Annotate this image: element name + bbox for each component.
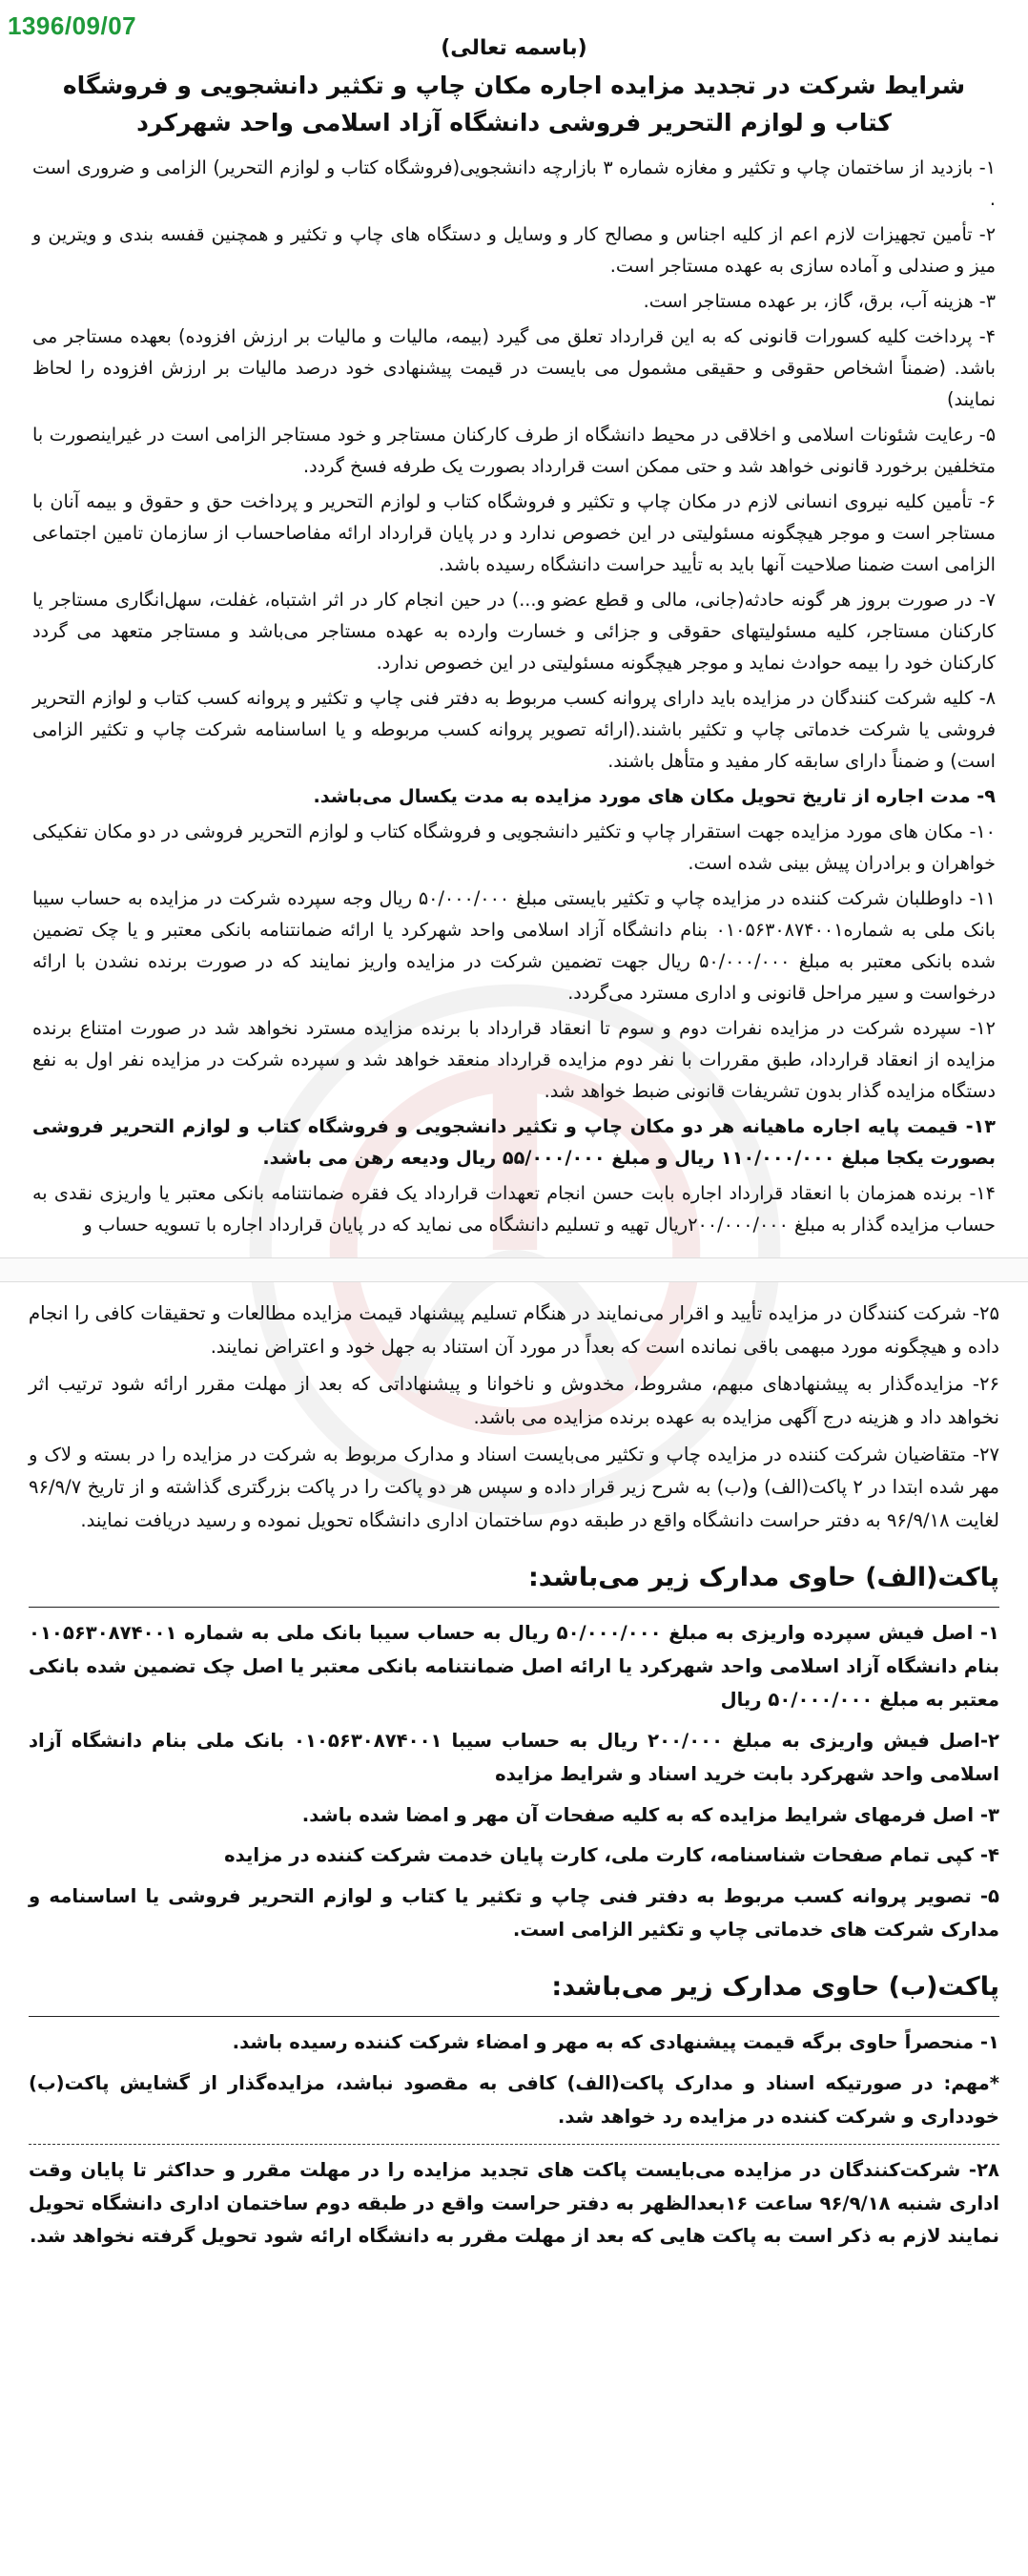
document-header — [0, 0, 1028, 142]
closing-deadline: ۲۸- شرکت‌کنندگان در مزایده می‌بایست پاکت های تجدید مزایده را در مهلت مقرر و حداکثر تا پایان وقت اداری شنبه ۹۶/۹/۱۸ ساعت ۱۶بعدالظهر به دفتر حراست واقع در طبقه دوم ساختمان اداری دانشگاه تحویل نمایند لازم به ذکر است به پاکت هایی که بعد از مهلت مقرر به دانشگاه ارائه شود تحویل گرفته نخواهد شد. — [29, 2158, 1000, 2248]
date-stamp: 1396/09/07 — [8, 11, 137, 40]
condition-item: ۱۱- داوطلبان شرکت کننده در مزایده چاپ و تکثیر بایستی مبلغ ۵۰/۰۰۰/۰۰۰ ریال وجه سپرده شرکت در مزایده به حساب سیبا بانک ملی به شماره۰۱۰۵۶۳۰۸۷۴۰۰۱ بنام دانشگاه آزاد اسلامی واحد شهرکرد یا ارائه ضمانتنامه بانکی معتبر و یا چک تضمین شده بانکی معتبر به مبلغ ۵۰/۰۰۰/۰۰۰ ریال جهت تضمین شرکت در مزایده واریز نمایند که در صورت برنده نشدن با ارائه درخواست و سیر مراحل قانونی و اداری مسترد می‌گردد. — [32, 886, 996, 1004]
conditions-list-continued — [29, 1298, 999, 2254]
condition-item: ۸- کلیه شرکت کنندگان در مزایده باید دارای پروانه کسب مربوط به دفتر فنی چاپ و تکثیر و پروانه کسب کتاب و لوازم التحریر فروشی یا شرکت خدماتی چاپ و تکثیر باشند.(ارائه تصویر پروانه کسب مربوطه و یا اساسنامه شرکت چاپ و تکثیر الزامی است) و ضمناً دارای سابقه کار مفید و متأهل باشند. — [32, 686, 996, 772]
condition-item-submission: ۲۷- متقاضیان شرکت کننده در مزایده چاپ و تکثیر می‌بایست اسناد و مدارک مربوط به شرکت در مزایده را در بسته و لاک و مهر شده ابتدا در ۲ پاکت(الف) و(ب) به شرح زیر قرار داده و سپس هر دو پاکت را در پاکت بزرگتری گذاشته و از تاریخ ۹۶/۹/۷ لغایت ۹۶/۹/۱۸ به دفتر حراست دانشگاه واقع در طبقه دوم ساختمان اداری دانشگاه تحویل نموده و رسید دریافت نمایند. — [29, 1443, 999, 1532]
pack-a-item: ۳- اصل فرمهای شرایط مزایده که به کلیه صفحات آن مهر و امضا شده باشد. — [301, 1803, 999, 1826]
condition-item: ۲۵- شرکت کنندگان در مزایده تأیید و اقرار می‌نمایند در هنگام تسلیم پیشنهاد قیمت مزایده مطالعات و تحقیقات کافی را انجام داده و هیچگونه مورد مبهمی باقی نمانده است که بعداً در مورد آن استناد به جهل خود و اعتراض نمایند. — [29, 1302, 999, 1358]
bismillah-heading: (باسمه تعالی) — [441, 36, 587, 60]
condition-item: ۷- در صورت بروز هر گونه حادثه(جانی، مالی و قطع عضو و...) در حین انجام کار در اثر اشتباه، غفلت، سهل‌انگاری مستاجر یا کارکنان مستاجر، کلیه مسئولیتهای حقوقی و جزائی و خسارت وارده به عهده مستاجر می‌باشد و مستاجر متعهد می گردد کارکنان خود را بیمه حوادث نماید و موجر هیچگونه مسئولیتی در این خصوص ندارد. — [32, 588, 996, 674]
condition-item: ۵- رعایت شئونات اسلامی و اخلاقی در محیط دانشگاه از طرف کارکنان مستاجر و خود مستاجر الزامی است در غیراینصورت با متخلفین برخورد قانونی خواهد شد و حتی ممکن است قرارداد بصورت یک طرفه فسخ گردد. — [32, 423, 996, 477]
pack-b-heading: پاکت(ب) حاوی مدارک زیر می‌باشد: — [551, 1972, 999, 2003]
pack-a-heading: پاکت(الف) حاوی مدارک زیر می‌باشد: — [527, 1563, 999, 1593]
condition-item: ۱- بازدید از ساختمان چاپ و تکثیر و مغازه شماره ۳ بازارچه دانشجویی(فروشگاه کتاب و لوازم التحریر) الزامی و ضروری است . — [32, 156, 997, 210]
pack-a-item: ۴- کپی تمام صفحات شناسنامه، کارت ملی، کارت پایان خدمت شرکت کننده در مزایده — [224, 1844, 999, 1867]
pack-a-item: ۵- تصویر پروانه کسب مربوط به دفتر فنی چاپ و تکثیر یا کتاب و لوازم التحریر فروشی یا اساسنامه و مدارک شرکت های خدماتی چاپ و تکثیر الزامی است. — [29, 1885, 999, 1942]
condition-item: ۱۴- برنده همزمان با انعقاد قرارداد اجاره بابت حسن انجام تعهدات قرارداد یک فقره ضمانتنامه بانکی معتبر یا واریزی نقدی به حساب مزایده گذار به مبلغ ۲۰۰/۰۰۰/۰۰۰ریال تهیه و تسلیم دانشگاه می نماید که در پایان قرارداد اجاره با تسویه حساب و — [32, 1181, 996, 1236]
condition-item-lease-period: ۹- مدت اجاره از تاریخ تحویل مکان های مورد مزایده به مدت یکسال می‌باشد. — [313, 784, 996, 807]
divider — [29, 1607, 999, 1608]
condition-item: ۱۲- سپرده شرکت در مزایده نفرات دوم و سوم تا انعقاد قرارداد با برنده مزایده مسترد نخواهد شد در صورت امتناع برنده مزایده از انعقاد قرارداد، طبق مقررات با نفر دوم مزایده قرارداد منعقد خواهد شد و سپرده شرکت در مزایده نفر اول به نفع دستگاه مزایده گذار بدون تشریفات قانونی ضبط خواهد شد. — [32, 1016, 996, 1102]
dashed-divider — [29, 2144, 999, 2145]
divider — [29, 2016, 999, 2017]
page-separator — [0, 1257, 1028, 1282]
page-title: شرایط شرکت در تجدید مزایده اجاره مکان چاپ و تکثیر دانشجویی و فروشگاه کتاب و لوازم التحریر فروشی دانشگاه آزاد اسلامی واحد شهرکرد — [62, 72, 966, 136]
condition-item: ۲- تأمین تجهیزات لازم اعم از کلیه اجناس و مصالح کار و وسایل و دستگاه های چاپ و تکثیر و همچنین قفسه بندی و ویترین و میز و صندلی و آماده سازی به عهده مستاجر است. — [32, 222, 996, 277]
pack-b-item: ۱- منحصراً حاوی برگه قیمت پیشنهادی که به مهر و امضاء شرکت کننده رسیده باشد. — [232, 2031, 999, 2054]
condition-item-base-price: ۱۳- قیمت پایه اجاره ماهیانه هر دو مکان چاپ و تکثیر دانشجویی و فروشگاه کتاب و لوازم التحریر فروشی بصورت یکجا مبلغ ۱۱۰/۰۰۰/۰۰۰ ریال و مبلغ ۵۵/۰۰۰/۰۰۰ ریال ودیعه رهن می باشد. — [32, 1114, 996, 1169]
condition-item: ۲۶- مزایده‌گذار به پیشنهادهای مبهم، مشروط، مخدوش و ناخوانا و پیشنهاداتی که بعد از مهلت مقرر ارائه شود ترتیب اثر نخواهد داد و هزینه درج آگهی مزایده به عهده برنده مزایده می باشد. — [29, 1372, 999, 1428]
condition-item: ۱۰- مکان های مورد مزایده جهت استقرار چاپ و تکثیر دانشجویی و فروشگاه کتاب و لوازم التحریر فروشی در دو مکان تفکیکی خواهران و برادران پیش بینی شده است. — [32, 820, 996, 874]
pack-a-item: ۲-اصل فیش واریزی به مبلغ ۲۰۰/۰۰۰ ریال به حساب سیبا ۰۱۰۵۶۳۰۸۷۴۰۰۱ بانک ملی بنام دانشگاه آزاد اسلامی واحد شهرکرد بابت خرید اسناد و شرایط مزایده — [29, 1729, 999, 1785]
condition-item: ۳- هزینه آب، برق، گاز، بر عهده مستاجر است. — [643, 289, 996, 312]
conditions-list — [32, 152, 996, 1241]
pack-a-item: ۱- اصل فیش سپرده واریزی به مبلغ ۵۰/۰۰۰/۰۰۰ ریال به حساب سیبا بانک ملی به شماره ۰۱۰۵۶۳۰۸۷۴۰۰۱ بنام دانشگاه آزاد اسلامی واحد شهرکرد یا ارائه اصل ضمانتنامه بانکی معتبر یا اصل چک تضمین شده بانکی معتبر به مبلغ ۵۰/۰۰۰/۰۰۰ ریال — [29, 1622, 999, 1711]
condition-item: ۶- تأمین کلیه نیروی انسانی لازم در مکان چاپ و تکثیر و فروشگاه کتاب و لوازم التحریر و پرداخت حق و حقوق و بیمه آنان با مستاجر است و موجر هیچگونه مسئولیتی در این خصوص ندارد و در پایان قرارداد ارائه مفاصاحساب از سازمان تامین اجتماعی الزامی است ضمنا صلاحیت آنها باید به تأیید حراست دانشگاه رسیده باشد. — [32, 489, 996, 575]
condition-item: ۴- پرداخت کلیه کسورات قانونی که به این قرارداد تعلق می گیرد (بیمه، مالیات و مالیات بر ارزش افزوده) بعهده مستاجر می باشد. (ضمناً اشخاص حقوقی و حقیقی مشمول می بایست در قیمت پیشنهادی خود درصد مالیات بر ارزش افزوده را لحاظ نمایند) — [32, 324, 996, 410]
important-note: *مهم: در صورتیکه اسناد و مدارک پاکت(الف) کافی به مقصود نباشد، مزایده‌گذار از گشایش پاکت(ب) خودداری و شرکت کننده در مزایده رد خواهد شد. — [29, 2071, 999, 2128]
